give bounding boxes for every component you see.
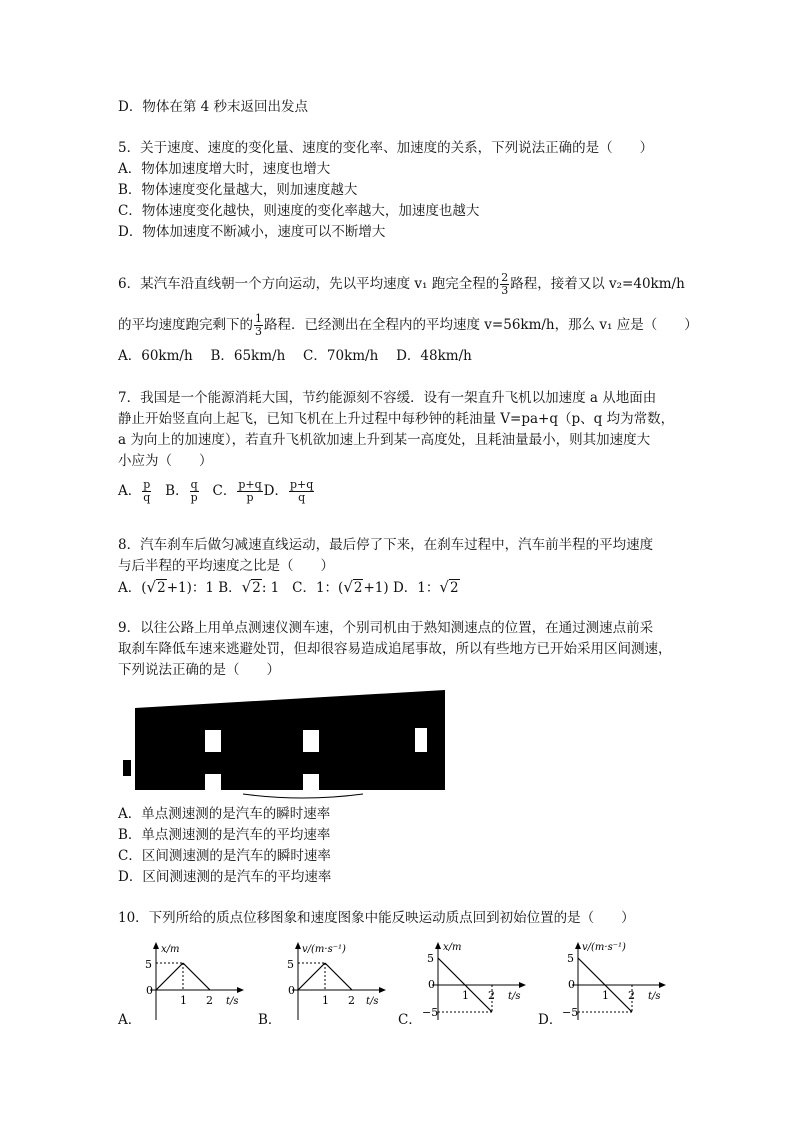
q8-b-pre: B． — [218, 580, 242, 596]
q10-graph-d — [562, 938, 672, 1028]
q10-label-d: D． — [538, 1012, 563, 1028]
q7-option-d-fraction: $\frac{p+q}{q}$ — [290, 478, 314, 504]
q7-option-c-fraction: $\frac{p+q}{p}$ — [238, 478, 262, 504]
tick-2: 2 — [206, 994, 213, 1007]
q8-line-1: 8．汽车刹车后做匀减速直线运动，最后停了下来，在刹车过程中，汽车前半程的平均速度 — [118, 537, 654, 553]
q6-text-1b: 路程，接着又以 v₂=40km/h — [510, 276, 685, 292]
q7-options — [118, 479, 315, 504]
tick-5: 5 — [427, 952, 434, 965]
q7-line-2: 静止开始竖直向上起飞，已知飞机在上升过程中每秒钟的耗油量 V=pa+q（p、q 均为常数， — [118, 411, 675, 427]
q7-line-1: 7．我国是一个能源消耗大国，节约能源刻不容缓．设有一架直升飞机以加速度 a 从地面由 — [118, 390, 657, 406]
q5-option-d: D．物体加速度不断减小，速度可以不断增大 — [118, 224, 386, 240]
tick-minus-5: −5 — [422, 1006, 439, 1019]
x-axis-label: t/s — [366, 996, 379, 1007]
tick-2: 2 — [488, 989, 495, 1002]
q9-option-b: B．单点测速测的是汽车的平均速率 — [118, 827, 331, 843]
graph-a-rise — [156, 963, 183, 990]
sqrt-two: √2 — [146, 578, 166, 596]
q7-option-a-label: A． — [118, 483, 142, 499]
sqrt-two: √2 — [439, 578, 459, 596]
y-axis-arrow — [575, 942, 581, 949]
q10-label-b: B． — [258, 1012, 282, 1028]
q8-options — [118, 577, 460, 598]
q7-option-a-fraction: $\frac{p}{q}$ — [143, 478, 151, 504]
q4-option-d: D．物体在第 4 秒末返回出发点 — [118, 99, 308, 115]
graph-d-svg — [562, 938, 672, 1024]
q5-option-b: B．物体速度变化量越大，则加速度越大 — [118, 182, 358, 198]
q7-option-b-fraction: $\frac{q}{p}$ — [190, 478, 198, 504]
q8-a-pre: A．( — [118, 580, 147, 596]
q6-options: A．60km/h B．65km/h C．70km/h D．48km/h — [118, 348, 472, 364]
q7-option-b-label: B． — [165, 483, 189, 499]
q10-label-a: A． — [118, 1012, 142, 1028]
tick-1: 1 — [180, 994, 187, 1007]
x-axis-label: t/s — [508, 991, 521, 1002]
q5-option-a: A．物体加速度增大时，速度也增大 — [118, 161, 331, 177]
q7-option-d-label: D． — [263, 483, 288, 499]
sqrt-two: √2 — [241, 578, 261, 596]
y-axis-label: v/(m·s⁻¹) — [302, 944, 346, 955]
q9-line-3: 下列说法正确的是（ ） — [118, 662, 280, 678]
fraction-two-thirds: $\frac{2}{3}$ — [501, 271, 509, 297]
graph-b-rise — [298, 963, 325, 990]
q9-line-1: 9．以往公路上用单点测速仪测车速，个别司机由于熟知测速点的位置，在通过测速点前采 — [118, 620, 654, 636]
graph-b-svg — [282, 938, 392, 1024]
x-axis-label: t/s — [648, 991, 661, 1002]
q10-graph-a — [140, 938, 250, 1028]
q9-line-2: 取刹车降低车速来逃避处罚，但却很容易造成追尾事故，所以有些地方已开始采用区间测速， — [118, 641, 672, 657]
q7-line-4: 小应为（ ） — [118, 453, 213, 469]
tick-1: 1 — [322, 994, 329, 1007]
y-axis-label: x/m — [161, 944, 180, 955]
y-axis-label: x/m — [443, 942, 462, 953]
x-axis-arrow — [659, 982, 666, 988]
graph-a-fall — [183, 963, 210, 990]
tick-origin: 0 — [146, 984, 153, 997]
q8-c-post: +1) — [363, 580, 389, 596]
q10-graph-c — [422, 938, 532, 1028]
tick-5: 5 — [567, 952, 574, 965]
q6-line-2 — [118, 313, 698, 338]
tick-2: 2 — [628, 989, 635, 1002]
q10-label-c: C． — [398, 1012, 422, 1028]
fraction-one-third: $\frac{1}{3}$ — [255, 312, 262, 338]
y-axis-label: v/(m·s⁻¹) — [582, 942, 626, 953]
x-axis-arrow — [519, 982, 526, 988]
x-axis-label: t/s — [226, 996, 239, 1007]
q10-graph-b — [282, 938, 392, 1028]
tick-2: 2 — [348, 994, 355, 1007]
x-axis-arrow — [237, 987, 244, 993]
q8-b-post: : 1 — [261, 580, 280, 596]
tick-origin: 0 — [428, 978, 435, 991]
tick-5: 5 — [287, 958, 294, 971]
tick-1: 1 — [462, 989, 469, 1002]
q7-option-c-label: C． — [212, 483, 237, 499]
graph-c-svg — [422, 938, 532, 1024]
q6-line-1 — [118, 272, 685, 297]
q6-text-1a: 6．某汽车沿直线朝一个方向运动，先以平均速度 v₁ 跑完全程的 — [118, 276, 500, 292]
x-axis-arrow — [379, 987, 386, 993]
tick-origin: 0 — [568, 978, 575, 991]
graph-b-fall — [325, 963, 352, 990]
tick-5: 5 — [145, 958, 152, 971]
q8-c-pre: C．1：( — [292, 580, 344, 596]
speed-camera-photo — [123, 690, 447, 800]
q8-a-post: +1)：1 — [166, 580, 214, 596]
tick-minus-5: −5 — [562, 1006, 579, 1019]
q9-option-c: C．区间测速测的是汽车的瞬时速率 — [118, 848, 331, 864]
q7-line-3: a 为向上的加速度），若直升飞机欲加速上升到某一高度处，且耗油量最小，则其加速度大 — [118, 432, 651, 448]
q6-text-2a: 的平均速度跑完剩下的 — [118, 317, 253, 333]
q6-text-2b: 路程．已经测出在全程内的平均速度 v=56km/h，那么 v₁ 应是（ ） — [264, 317, 698, 333]
tick-origin: 0 — [288, 984, 295, 997]
graph-a-svg — [140, 938, 250, 1024]
y-axis-arrow — [295, 942, 301, 949]
q5-stem: 5．关于速度、速度的变化量、速度的变化率、加速度的关系，下列说法正确的是（ ） — [118, 140, 654, 156]
sqrt-two: √2 — [343, 578, 363, 596]
q5-option-c: C．物体速度变化越快，则速度的变化率越大，加速度也越大 — [118, 203, 480, 219]
y-axis-arrow — [435, 942, 441, 949]
q10-stem: 10．下列所给的质点位移图象和速度图象中能反映运动质点回到初始位置的是（ ） — [118, 910, 635, 926]
q8-d-pre: D．1： — [392, 580, 440, 596]
q9-option-a: A．单点测速测的是汽车的瞬时速率 — [118, 806, 331, 822]
q8-line-2: 与后半程的平均速度之比是（ ） — [118, 558, 334, 574]
q9-option-d: D．区间测速测的是汽车的平均速率 — [118, 869, 332, 885]
y-axis-arrow — [153, 942, 159, 949]
tick-1: 1 — [602, 989, 609, 1002]
